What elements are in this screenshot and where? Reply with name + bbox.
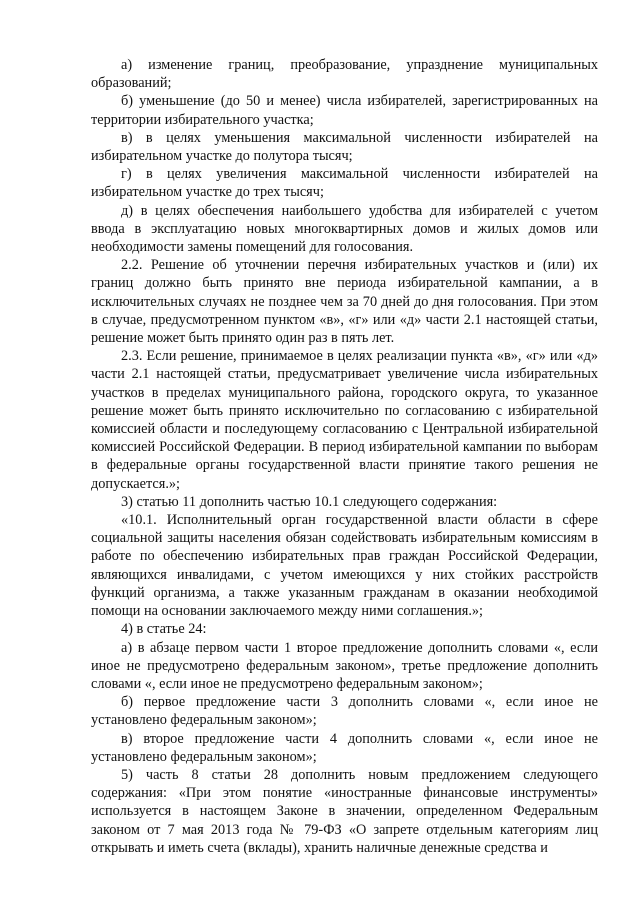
- paragraph-5: д) в целях обеспечения наибольшего удобства для избирателей с учетом ввода в эксплуатацию новых многоквартирных домов и жилых домов или необходимости замены помещений для голосования.: [91, 202, 598, 256]
- paragraph-11: а) в абзаце первом части 1 второе предложение дополнить словами «, если иное не предусмотрено федеральным законом», третье предложение дополнить словами «, если иное не предусмотрено федеральным законом»;: [91, 639, 598, 692]
- paragraph-4: г) в целях увеличения максимальной численности избирателей на избирательном участке до трех тысяч;: [91, 166, 598, 201]
- paragraph-8: 3) статью 11 дополнить частью 10.1 следующего содержания:: [121, 493, 498, 510]
- document-page: [91, 56, 598, 857]
- paragraph-1: а) изменение границ, преобразование, упразднение муниципальных образований;: [91, 57, 598, 92]
- paragraph-6: 2.2. Решение об уточнении перечня избирательных участков и (или) их границ должно быть принято вне периода избирательной кампании, а в исключительных случаях не позднее чем за 70 дней до дня голосования. При этом в случае, предусмотренном пунктом «в», «г» или «д» части 2.1 настоящей статьи, решение может быть принято один раз в пять лет.: [91, 257, 598, 347]
- paragraph-9: «10.1. Исполнительный орган государственной власти области в сфере социальной защиты населения обязан содействовать избирательным комиссиям в работе по обеспечению избирательных прав граждан Российской Федерации, являющихся инвалидами, с учетом имеющихся у них стойких расстройств функций организма, а также указанным гражданам в оказании необходимой помощи на основании заключаемого между ними соглашения.»;: [91, 512, 598, 620]
- paragraph-10: 4) в статье 24:: [121, 621, 207, 638]
- paragraph-13: в) второе предложение части 4 дополнить словами «, если иное не установлено федеральным законом»;: [91, 730, 598, 765]
- paragraph-7: 2.3. Если решение, принимаемое в целях реализации пункта «в», «г» или «д» части 2.1 настоящей статьи, предусматривает увеличение числа избирательных участков в пределах муниципального района, городского округа, то указанное решение может быть принято исключительно по согласованию с избирательной комиссией области и последующему согласованию с Центральной избирательной комиссией Российской Федерации. В период избирательной кампании по выборам в федеральные органы государственной власти принятие такого решения не допускается.»;: [91, 348, 598, 492]
- paragraph-2: б) уменьшение (до 50 и менее) числа избирателей, зарегистрированных на территории избирательного участка;: [91, 93, 598, 128]
- paragraph-14: 5) часть 8 статьи 28 дополнить новым предложением следующего содержания: «При этом понятие «иностранные финансовые инструменты» используется в настоящем Законе в значении, определенном Федеральным законом от 7 мая 2013 года № 79-ФЗ «О запрете отдельным категориям лиц открывать и иметь счета (вклады), хранить наличные денежные средства и: [91, 766, 598, 856]
- paragraph-3: в) в целях уменьшения максимальной численности избирателей на избирательном участке до полутора тысяч;: [91, 129, 598, 165]
- paragraph-12: б) первое предложение части 3 дополнить словами «, если иное не установлено федеральным законом»;: [91, 694, 598, 729]
